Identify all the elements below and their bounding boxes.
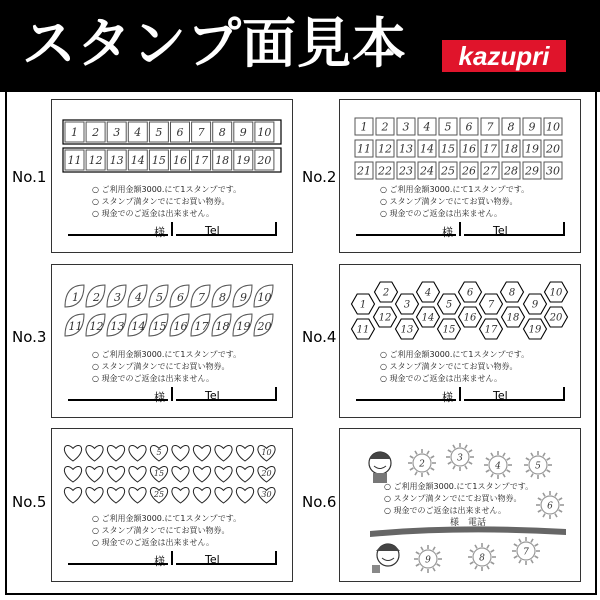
end-bar — [275, 387, 277, 401]
stamp-card-no1 — [51, 99, 293, 253]
stamp-number: 19 — [528, 324, 542, 336]
stamp-number: 10 — [257, 291, 272, 304]
stamp-number: 16 — [173, 320, 188, 333]
stamp-number: 4 — [135, 291, 142, 304]
stamp-number: 11 — [67, 154, 82, 167]
stamp-number: 8 — [219, 291, 226, 304]
stamp-number: 23 — [399, 164, 413, 178]
stamp-number: 16 — [462, 142, 476, 156]
stamp-number: 19 — [236, 320, 251, 333]
stamp-heart — [193, 488, 210, 503]
tel-label: Tel — [493, 224, 508, 237]
card-note-3: ○ 現金でのご返金は出来ません。 — [380, 209, 503, 218]
stamp-number: 26 — [462, 164, 476, 178]
tel-label: Tel — [205, 389, 220, 402]
sama-label: 様 — [154, 226, 165, 239]
stamp-number: 6 — [465, 120, 473, 134]
stamp-number: 9 — [240, 291, 247, 304]
stamp-number: 20 — [257, 320, 272, 333]
stamp-heart — [64, 467, 81, 482]
stamp-number: 9 — [528, 120, 536, 134]
stamp-heart — [236, 446, 253, 461]
stamp-heart — [107, 467, 124, 482]
divider-bar — [459, 222, 461, 236]
stamp-number: 19 — [236, 154, 251, 167]
stamp-number: 18 — [506, 312, 520, 324]
stamp-heart — [193, 467, 210, 482]
stamp-card-no3 — [51, 264, 293, 418]
stamp-number: 16 — [173, 154, 187, 167]
stamp-number: 2 — [382, 287, 390, 299]
tel-label: Tel — [205, 553, 220, 566]
name-line — [68, 555, 168, 565]
stamp-number: 11 — [356, 324, 370, 336]
stamp-number: 1 — [71, 126, 78, 139]
page-title: スタンプ面見本 — [22, 12, 407, 75]
stamp-number: 8 — [508, 287, 516, 299]
end-bar — [563, 387, 565, 401]
stamp-number: 22 — [378, 164, 392, 178]
stamp-number: 2 — [381, 120, 389, 134]
divider-bar — [171, 551, 173, 565]
stamp-heart — [107, 446, 124, 461]
card-note-2: ○ スタンプ満タンでにてお買い物券。 — [384, 494, 522, 503]
sama-label: 様 — [154, 391, 165, 404]
card-note-2: ○ スタンプ満タンでにてお買い物券。 — [92, 526, 230, 535]
header-bar — [0, 0, 600, 92]
stamp-number: 7 — [198, 291, 205, 304]
card-note-1: ○ ご利用金額3000.にて1スタンプです。 — [92, 514, 242, 523]
stamp-number: 13 — [110, 320, 125, 333]
card-note-3: ○ 現金でのご返金は出来ません。 — [92, 209, 215, 218]
divider-bar — [171, 222, 173, 236]
stamp-heart — [107, 488, 124, 503]
tel-label: Tel — [205, 224, 220, 237]
stamp-number: 8 — [507, 120, 515, 134]
stamp-number: 4 — [424, 287, 432, 299]
label-no3: No.3 — [12, 328, 47, 346]
stamp-number: 5 — [156, 291, 163, 304]
tel-line — [464, 226, 564, 236]
stamp-number: 6 — [547, 501, 553, 512]
stamp-card-no6 — [339, 428, 581, 582]
name-line — [68, 226, 168, 236]
stamp-number: 3 — [114, 291, 121, 304]
card-note-2: ○ スタンプ満タンでにてお買い物券。 — [92, 362, 230, 371]
stamp-number: 10 — [549, 287, 563, 299]
stamp-number: 15 — [442, 324, 456, 336]
card-note-1: ○ ご利用金額3000.にて1スタンプです。 — [380, 185, 530, 194]
stamp-heart — [64, 488, 81, 503]
stamp-heart — [215, 488, 232, 503]
stamp-number: 12 — [88, 154, 103, 167]
stamp-number: 6 — [176, 126, 184, 139]
card-note-3: ○ 現金でのご返金は出来ません。 — [380, 374, 503, 383]
stamp-card-no4 — [339, 264, 581, 418]
stamp-heart — [129, 467, 146, 482]
stamp-number: 7 — [486, 120, 494, 134]
stamp-number: 3 — [403, 299, 411, 311]
stamp-number: 3 — [113, 126, 121, 139]
card-note-1: ○ ご利用金額3000.にて1スタンプです。 — [92, 350, 242, 359]
stamp-number: 13 — [399, 142, 413, 156]
sama-label: 様 — [442, 226, 453, 239]
tel-line — [464, 391, 564, 401]
stamp-number: 20 — [549, 312, 563, 324]
end-bar — [563, 222, 565, 236]
stamp-number: 1 — [360, 120, 368, 134]
stamp-number: 15 — [441, 142, 455, 156]
stamp-number: 30 — [261, 490, 272, 499]
label-no4: No.4 — [302, 328, 337, 346]
stamp-number: 24 — [420, 164, 434, 178]
sama-label: 様 — [154, 555, 165, 568]
brand-logo: kazupri — [442, 40, 566, 72]
stamp-heart — [86, 488, 103, 503]
stamp-number: 18 — [215, 154, 230, 167]
stamp-number: 13 — [400, 324, 414, 336]
stamp-number: 8 — [218, 126, 226, 139]
stamp-number: 17 — [194, 320, 209, 333]
card-note-3: ○ 現金でのご返金は出来ません。 — [92, 374, 215, 383]
stamp-number: 14 — [131, 320, 146, 333]
stamp-number: 20 — [257, 154, 272, 167]
stamp-number: 10 — [257, 126, 272, 139]
stamp-heart — [236, 488, 253, 503]
name-line — [356, 391, 456, 401]
stamp-number: 6 — [177, 291, 184, 304]
stamp-number: 16 — [463, 312, 477, 324]
name-line — [356, 226, 456, 236]
stamp-number: 10 — [546, 120, 560, 134]
card-note-2: ○ スタンプ満タンでにてお買い物券。 — [380, 362, 518, 371]
stamp-number: 2 — [93, 291, 100, 304]
stamp-heart — [86, 446, 103, 461]
stamp-heart — [215, 467, 232, 482]
stamp-number: 18 — [215, 320, 230, 333]
stamp-number: 20 — [546, 142, 560, 156]
stamp-heart — [172, 488, 189, 503]
stamp-number: 12 — [378, 312, 392, 324]
stamp-number: 11 — [357, 142, 371, 156]
stamp-number: 18 — [504, 142, 518, 156]
stamp-number: 4 — [134, 126, 142, 139]
stamp-number: 5 — [445, 299, 453, 311]
stamp-number: 14 — [130, 154, 145, 167]
tel-label: Tel — [493, 389, 508, 402]
tel-line — [176, 555, 276, 565]
stamp-heart — [193, 446, 210, 461]
divider-bar — [171, 387, 173, 401]
stamp-number: 5 — [535, 461, 541, 472]
stamp-number: 7 — [487, 299, 495, 311]
tel-line — [176, 226, 276, 236]
stamp-number: 5 — [444, 120, 452, 134]
stamp-heart — [129, 446, 146, 461]
stamp-number: 1 — [72, 291, 79, 304]
stamp-number: 6 — [466, 287, 474, 299]
card-note-3: ○ 現金でのご返金は出来ません。 — [92, 538, 215, 547]
end-bar — [275, 551, 277, 565]
stamp-number: 11 — [68, 320, 83, 333]
stamp-number: 1 — [359, 299, 367, 311]
stamp-number: 20 — [261, 469, 272, 478]
card-note-2: ○ スタンプ満タンでにてお買い物券。 — [92, 197, 230, 206]
card-note-1: ○ ご利用金額3000.にて1スタンプです。 — [380, 350, 530, 359]
stamp-number: 9 — [239, 126, 247, 139]
sama-label: 様 — [442, 391, 453, 404]
label-no1: No.1 — [12, 168, 47, 186]
stamp-number: 30 — [546, 164, 560, 178]
stamp-number: 14 — [421, 312, 435, 324]
stamp-number: 21 — [357, 164, 371, 178]
stamp-number: 25 — [441, 164, 455, 178]
label-no5: No.5 — [12, 493, 47, 511]
card-note-1: ○ ご利用金額3000.にて1スタンプです。 — [384, 482, 534, 491]
stamp-number: 12 — [89, 320, 104, 333]
stamp-number: 4 — [423, 120, 431, 134]
stamp-number: 17 — [484, 324, 498, 336]
stamp-heart — [172, 467, 189, 482]
stamp-number: 19 — [525, 142, 539, 156]
stamp-number: 15 — [151, 154, 166, 167]
sig-label: 様 電話 — [450, 518, 487, 528]
stamp-heart — [236, 467, 253, 482]
stamp-number: 9 — [531, 299, 539, 311]
name-line — [68, 391, 168, 401]
stamp-number: 17 — [483, 142, 497, 156]
stamp-heart — [64, 446, 81, 461]
stamp-number: 13 — [109, 154, 124, 167]
stamp-number: 28 — [504, 164, 518, 178]
stamp-heart — [172, 446, 189, 461]
stamp-card-no5 — [51, 428, 293, 582]
stamp-number: 15 — [152, 320, 167, 333]
stamp-number: 5 — [155, 126, 163, 139]
card-note-3: ○ 現金でのご返金は出来ません。 — [384, 506, 507, 515]
stamp-number: 25 — [153, 490, 165, 499]
stamp-number: 4 — [495, 461, 501, 472]
stamp-heart — [86, 467, 103, 482]
stamp-number: 27 — [483, 164, 497, 178]
end-bar — [275, 222, 277, 236]
mascot-icon — [369, 452, 391, 483]
label-no2: No.2 — [302, 168, 337, 186]
stamp-number: 12 — [378, 142, 392, 156]
divider-bar — [459, 387, 461, 401]
stamp-number: 17 — [194, 154, 209, 167]
card-note-2: ○ スタンプ満タンでにてお買い物券。 — [380, 197, 518, 206]
stamp-number: 3 — [457, 453, 463, 464]
stamp-number: 3 — [402, 120, 410, 134]
mascot-2-icon — [372, 544, 400, 573]
label-no6: No.6 — [302, 493, 337, 511]
stamp-number: 2 — [419, 459, 425, 470]
stamp-heart — [215, 446, 232, 461]
stamp-number: 2 — [92, 126, 100, 139]
stamp-number: 7 — [523, 547, 529, 558]
stamp-number: 8 — [479, 553, 485, 564]
stamp-number: 14 — [420, 142, 434, 156]
stamp-number: 9 — [425, 555, 431, 566]
stamp-number: 7 — [197, 126, 205, 139]
stamp-number: 29 — [525, 164, 539, 178]
stamp-heart — [129, 488, 146, 503]
stamp-number: 5 — [156, 448, 162, 457]
stamp-card-no2 — [339, 99, 581, 253]
tel-line — [176, 391, 276, 401]
stamp-number: 15 — [153, 469, 165, 478]
card-note-1: ○ ご利用金額3000.にて1スタンプです。 — [92, 185, 242, 194]
stamp-number: 10 — [261, 448, 272, 457]
